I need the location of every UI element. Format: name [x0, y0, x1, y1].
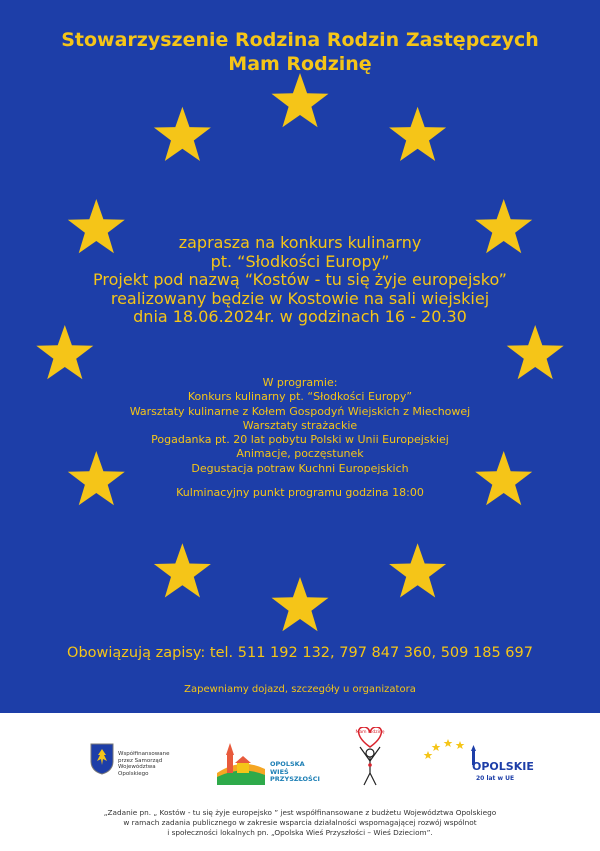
heart-label: Mam rodzinę: [355, 730, 385, 735]
cofinancing-label: [118, 751, 170, 777]
cofinancing-line: Opolskiego: [118, 770, 149, 777]
transport-note: Zapewniamy dojazd, szczegóły u organizatora: [184, 684, 416, 695]
eu-star-icon: [36, 325, 93, 379]
program-item: Degustacja potraw Kuchni Europejskich: [191, 461, 409, 475]
mam-rodzine-heart-logo: [352, 727, 388, 787]
program-climax: Kulminacyjny punkt programu godzina 18:00: [176, 486, 424, 499]
invitation-line: pt. “Słodkości Europy”: [210, 251, 390, 271]
footer-line: i społeczności lokalnych pn. „Opolska Wieś Przyszłości – Wieś Dzieciom”.: [167, 828, 433, 837]
invitation-line: realizowany będzie w Kostowie na sali wiejskiej: [110, 288, 490, 308]
opolskie-label: OPOLSKIE: [472, 760, 534, 773]
cofinancing-line: przez Samorząd: [118, 757, 163, 764]
eu-star-icon: [154, 107, 211, 161]
invitation-text: [0, 234, 600, 327]
program-item: Animacje, poczęstunek: [236, 447, 364, 461]
footer-line: w ramach zadania publicznego w zakresie wsparcia działalności wspomagającej rozwój wspólnot: [123, 818, 477, 827]
coat-of-arms-icon: [90, 743, 114, 775]
program-list: [0, 376, 600, 476]
opolskie-stars-icon: [420, 737, 480, 767]
eu-star-icon: [154, 543, 211, 597]
wies-line: OPOLSKA: [270, 760, 305, 768]
program-item: Warsztaty kulinarne z Kołem Gospodyń Wiejskich z Miechowej: [129, 404, 471, 418]
wies-line: PRZYSZŁOŚCI: [270, 775, 320, 783]
eu-star-icon: [389, 107, 446, 161]
cofinancing-line: Współfinansowane: [118, 751, 170, 757]
program-item: Konkurs kulinarny pt. “Słodkości Europy”: [187, 390, 413, 404]
footer-note: [0, 808, 600, 838]
program-item: Pogadanka pt. 20 lat pobytu Polski w Unii Europejskiej: [151, 433, 449, 447]
wies-line: WIEŚ: [270, 767, 289, 776]
organization-name: Stowarzyszenie Rodzina Rodzin Zastępczych: [61, 29, 539, 51]
program-item: Warsztaty strażackie: [242, 418, 358, 432]
eu-star-icon: [507, 325, 564, 379]
invitation-line: zaprasza na konkurs kulinarny: [178, 233, 422, 252]
eu-star-icon: [272, 577, 329, 631]
footer-line: „Zadanie pn. „ Kostów - tu się żyje europejsko ” jest współfinansowane z budżetu Województwa Opolskiego: [103, 808, 497, 817]
invitation-line: Projekt pod nazwą “Kostów - tu się żyje europejsko”: [93, 270, 507, 289]
invitation-line: dnia 18.06.2024r. w godzinach 16 - 20.30: [133, 307, 467, 326]
wies-przyszlosci-label: [270, 761, 320, 784]
organization-subtitle: Mam Rodzinę: [228, 53, 372, 75]
registration-phones: Obowiązują zapisy: tel. 511 192 132, 797 847 360, 509 185 697: [67, 645, 533, 661]
eu-star-icon: [272, 73, 329, 127]
eu-star-icon: [389, 543, 446, 597]
program-heading: W programie:: [262, 376, 338, 389]
wies-przyszlosci-logo: [213, 737, 268, 787]
cofinancing-line: Województwa: [118, 764, 156, 770]
opolskie-subtitle: 20 lat w UE: [476, 775, 515, 782]
